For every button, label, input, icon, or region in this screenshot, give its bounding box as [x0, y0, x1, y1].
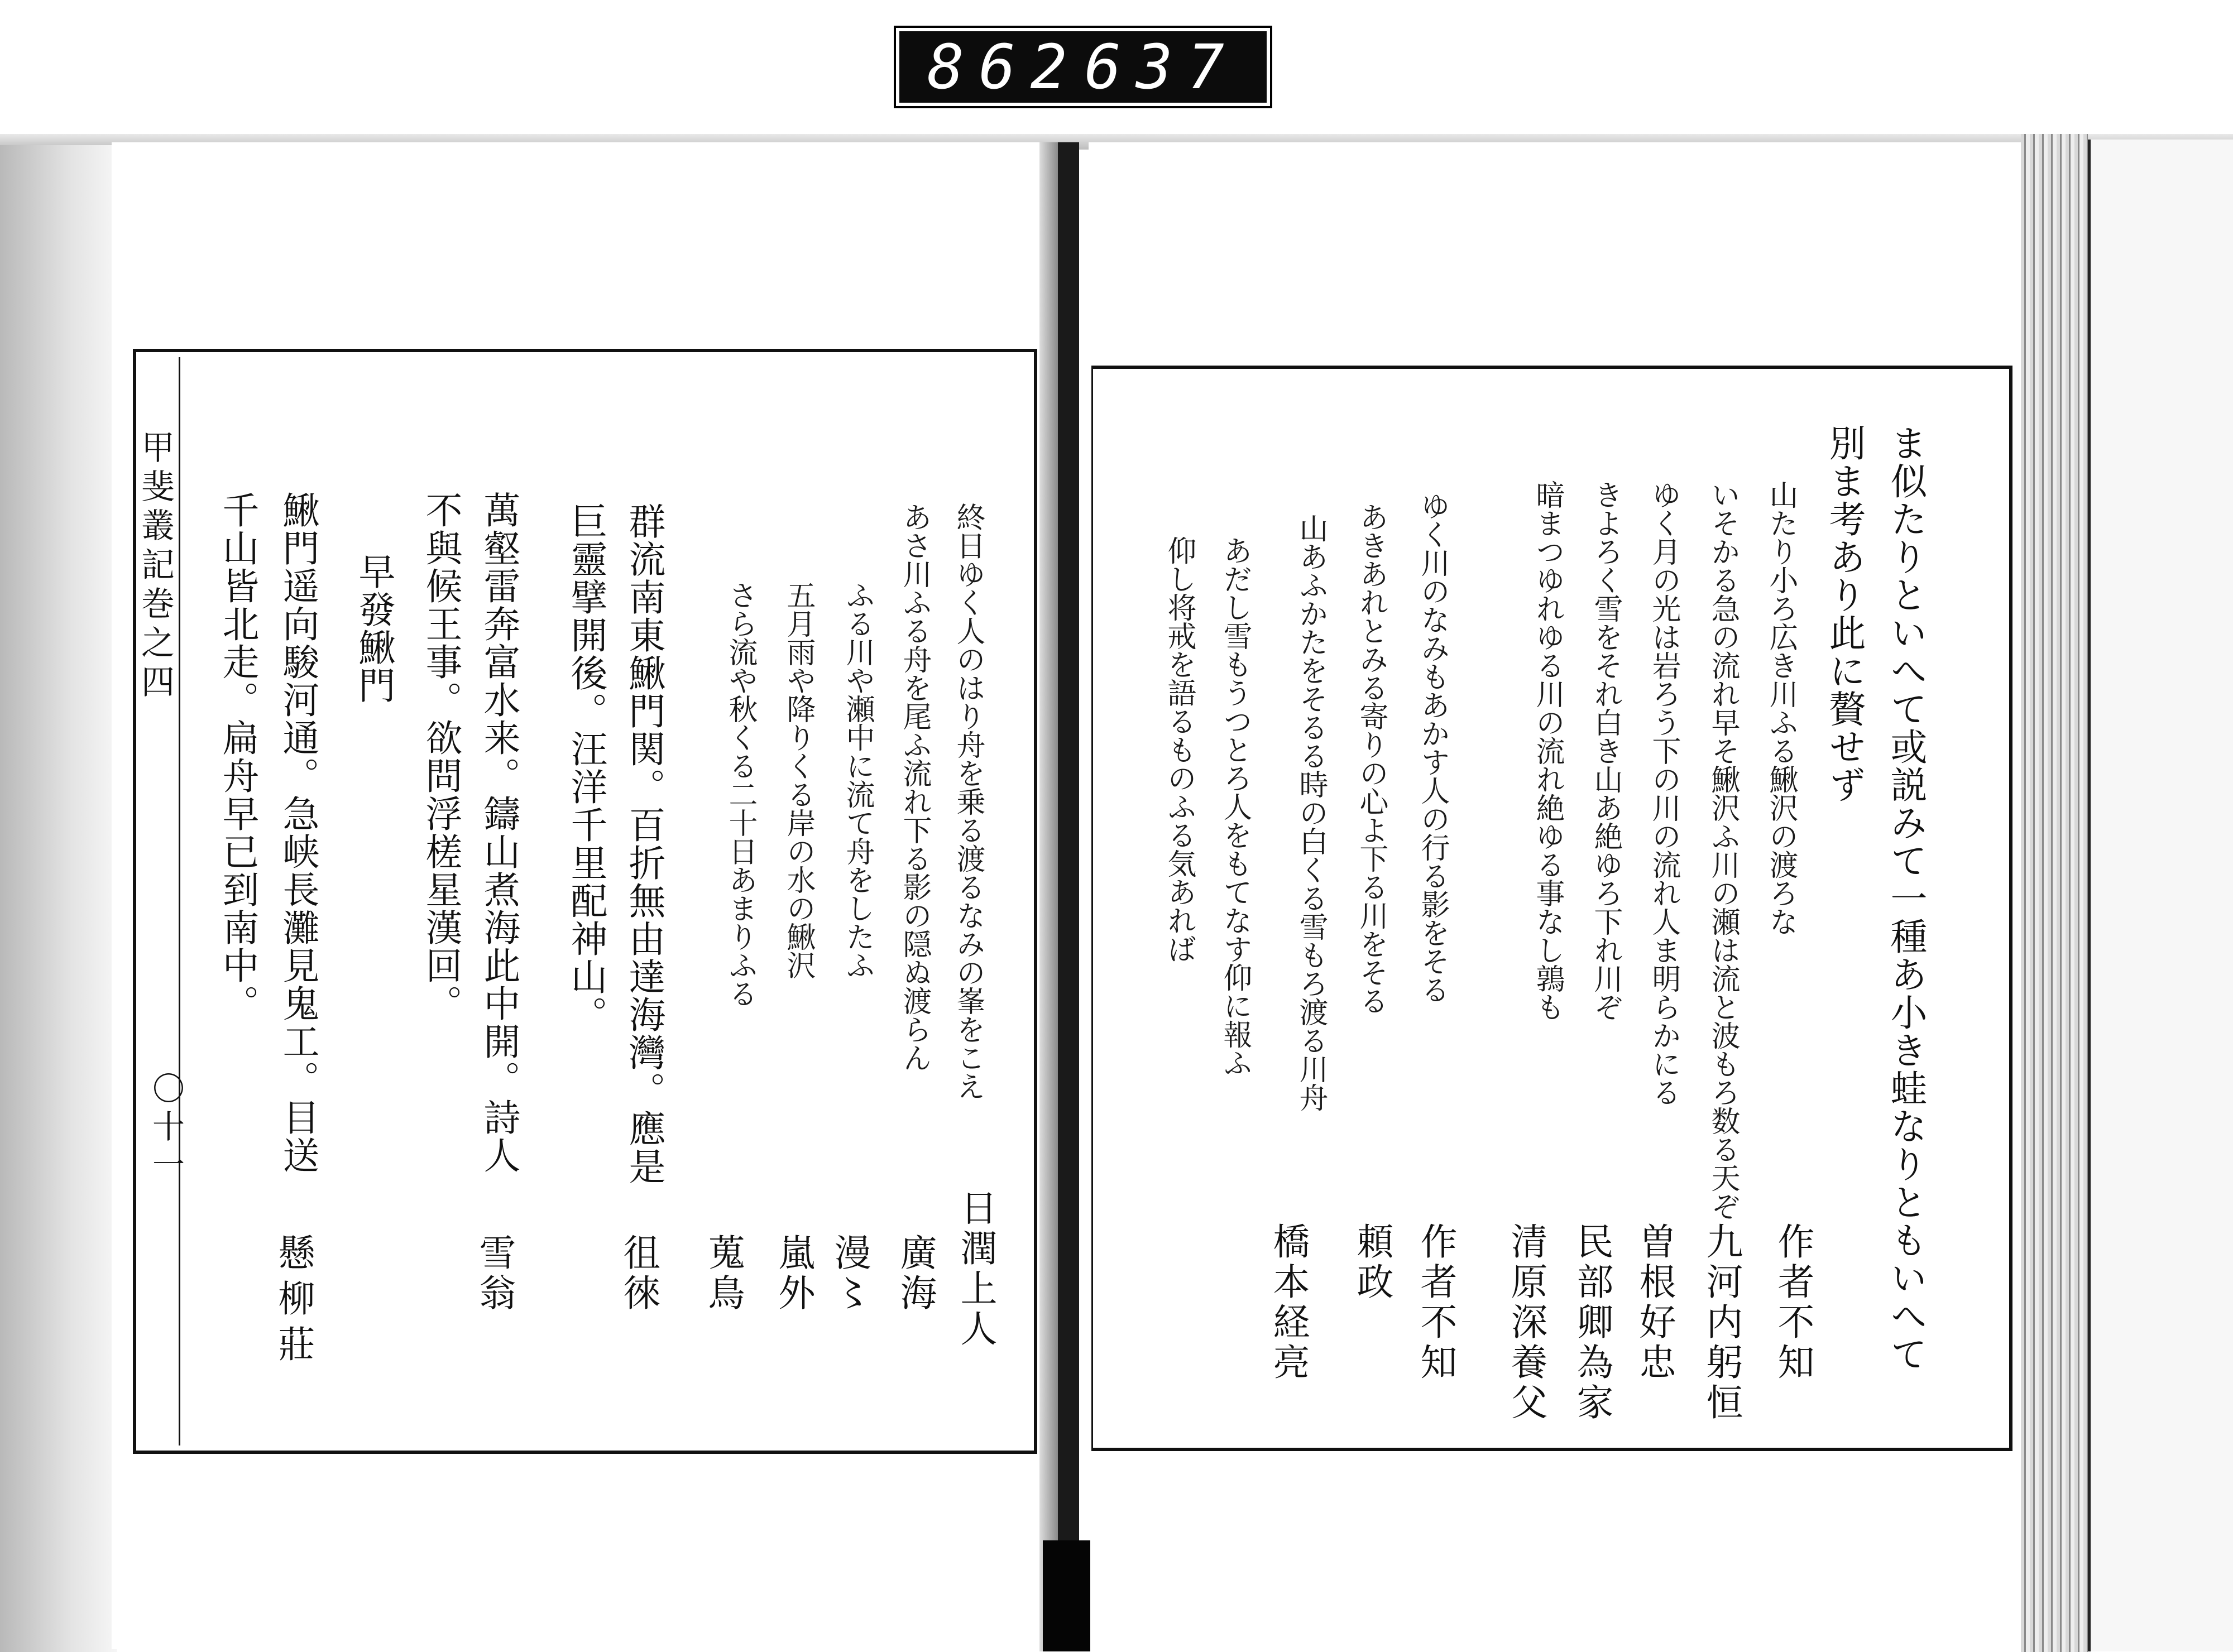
waka-text: あだし雪もうつとろ人をもてなす仰に報ふ: [1218, 536, 1252, 1077]
gutter-shade: [1039, 142, 1058, 1651]
waka-text: ゆく川のなみもあかす人の行る影をそる: [1416, 491, 1449, 1003]
waka-author: 橋本経亮: [1267, 1222, 1310, 1383]
waka-author: 作者不知: [1414, 1222, 1457, 1383]
waka-text: さら流や秋くる二十日あまりふる: [723, 580, 757, 1007]
waka-text: ゆく月の光は岩ろう下の川の流れ人ま明らかにる: [1647, 480, 1680, 1106]
waka-text: きよろく雪をそれ白き山あ絶ゆろ下れ川ぞ: [1589, 480, 1622, 1021]
kanshi-title: 早發鰍門: [352, 553, 395, 704]
waka-text: いそかる急の流れ早そ鰍沢ふ川の瀬は流と波もろ数る天ぞ: [1706, 480, 1740, 1220]
intro-line: 別ま考あり此に贅せず: [1823, 424, 1866, 804]
waka-author: 民部卿為家: [1570, 1222, 1613, 1423]
gutter-clip: [1043, 1540, 1090, 1651]
kanshi-author: 徂徠: [617, 1233, 660, 1314]
waka-author: 頼政: [1350, 1222, 1393, 1303]
waka-author: 作者不知: [1771, 1222, 1814, 1383]
waka-text: あさ川ふる舟を尾ふ流れ下る影の隠ぬ渡らん: [898, 502, 931, 1072]
kanshi-line: 巨靈擘開後。汪洋千里配神山。: [564, 502, 607, 1034]
book-gutter: [1058, 142, 1079, 1651]
waka-author: 廣海: [894, 1233, 937, 1314]
waka-author: 蒐鳥: [702, 1233, 745, 1314]
kanshi-author: 雪翁: [473, 1233, 516, 1314]
running-head: 甲斐叢記巻之四: [136, 430, 175, 703]
waka-text: 山あふかたをそるる時の白くる雪もろ渡る川舟: [1294, 513, 1328, 1111]
kanshi-line: 萬壑雷奔富水来。鑄山煮海此中開。詩人: [477, 491, 520, 1174]
waka-text: ふる川や瀬中に流て舟をしたふ: [841, 580, 874, 979]
waka-text: 暗まつゆれゆる川の流れ絶ゆる事なし鶉も: [1531, 480, 1564, 1021]
kanshi-author: 懸柳莊: [272, 1233, 315, 1371]
waka-author: 漫〻: [828, 1233, 871, 1314]
waka-text: 山たり小ろ広き川ふる鰍沢の渡ろな: [1764, 480, 1798, 935]
waka-author: 清原深養父: [1504, 1222, 1547, 1423]
kanshi-line: 千山皆北走。扁舟早已到南中。: [216, 491, 259, 1022]
frame-label-left: 862: [927, 31, 1082, 103]
kanshi-line: 群流南東鰍門関。百折無由達海灣。應是: [622, 502, 665, 1185]
page-number: 〇十一: [147, 1072, 185, 1185]
right-page-edges: [2021, 134, 2088, 1652]
waka-author: 日潤上人: [954, 1189, 997, 1350]
microfilm-frame-label: [896, 28, 1270, 106]
waka-text: 終日ゆく人のはり舟を乗る渡るなみの峯をこえ: [951, 502, 985, 1100]
intro-line: ま似たりといへて或説みて一種あ小き蛙なりともいへて: [1884, 424, 1927, 1373]
waka-author: 嵐外: [772, 1233, 815, 1314]
left-page-shadow: [0, 145, 117, 1652]
waka-text: 五月雨や降りくる岸の水の鰍沢: [782, 580, 815, 979]
waka-text: 仰し将戒を語るものふる気あれば: [1162, 536, 1196, 963]
kanshi-line: 鰍門遥向駿河通。急峡長灘見鬼工。目送: [276, 491, 319, 1174]
frame-label-right: 637: [1084, 31, 1239, 103]
waka-author: 曽根好忠: [1633, 1222, 1676, 1383]
waka-author: 九河内躬恒: [1700, 1222, 1743, 1423]
waka-text: あきあれとみる寄りの心よ下る川をそる: [1354, 502, 1388, 1015]
right-outer-margin: [2088, 140, 2233, 1651]
kanshi-line: 不與候王事。欲問浮槎星漢回。: [419, 491, 462, 1022]
